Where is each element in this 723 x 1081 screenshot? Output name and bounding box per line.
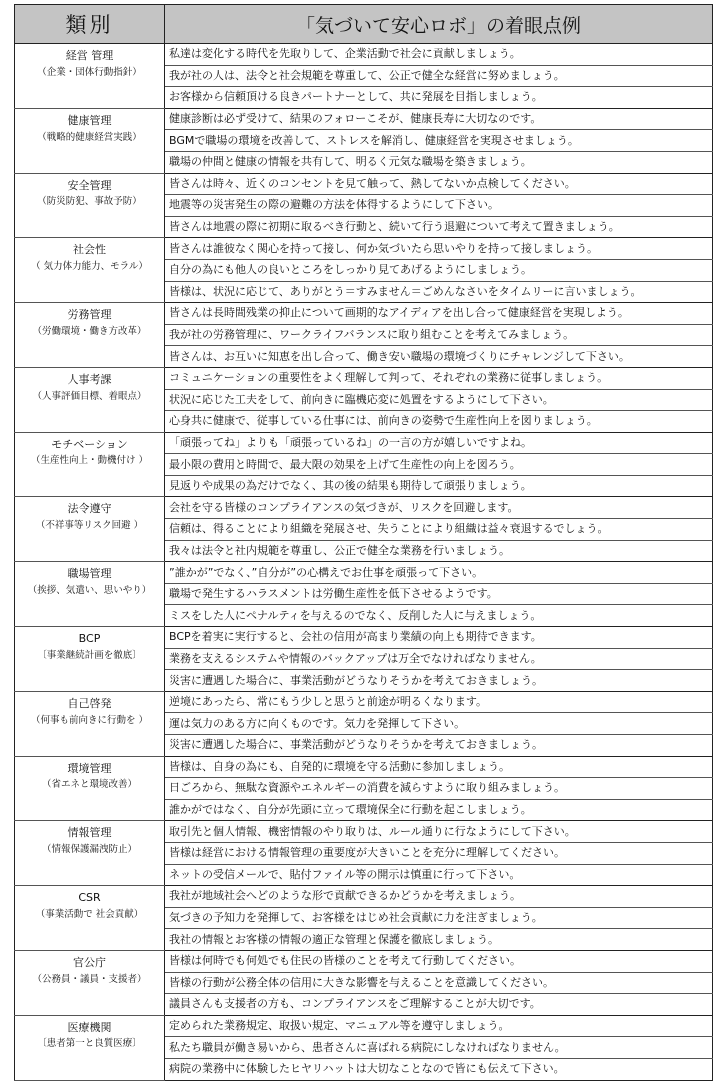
table-row — [15, 44, 713, 66]
category-subtitle: 〔患者第一と良質医療〕 — [37, 1038, 142, 1050]
guideline-text: お客様から信頼頂ける良きパートナーとして、共に発展を目指しましょう。 — [165, 87, 713, 109]
guideline-text: 状況に応じた工夫をして、前向きに臨機応変に処置をするようにして下さい。 — [165, 389, 713, 411]
guideline-text: 皆様は、自身の為にも、自発的に環境を守る活動に参加しましょう。 — [165, 756, 713, 778]
guideline-text: 病院の業務中に体験したヒヤリハットは大切なことなので皆にも伝えて下さい。 — [165, 1058, 713, 1080]
guideline-text: 職場の仲間と健康の情報を共有して、明るく元気な職場を築きましょう。 — [165, 151, 713, 173]
guideline-text: 最小限の費用と時間で、最大限の効果を上げて生産性の向上を図ろう。 — [165, 454, 713, 476]
header-row — [15, 5, 713, 44]
category-cell — [15, 691, 165, 756]
category-name: 安全管理 — [67, 178, 112, 192]
category-subtitle: （生産性向上・動機付け ） — [30, 455, 149, 467]
table-row — [15, 756, 713, 778]
guideline-text: 取引先と個人情報、機密情報のやり取りは、ルール通りに行なようにして下さい。 — [165, 821, 713, 843]
category-cell — [15, 497, 165, 562]
guideline-text: BGMで職場の環境を改善して、ストレスを解消し、健康経営を実現させましょう。 — [165, 130, 713, 152]
category-name: CSR — [78, 891, 101, 905]
category-subtitle: （戦略的健康経営実践） — [37, 131, 142, 143]
table-row — [15, 886, 713, 908]
table-row — [15, 821, 713, 843]
category-cell — [15, 756, 165, 821]
category-name: 健康管理 — [67, 113, 112, 127]
guideline-text: 我社が地域社会へどのような形で貢献できるかどうかを考えましょう。 — [165, 886, 713, 908]
guideline-text: 皆さんは誰彼なく関心を持って接し、何か気づいたら思いやりを持って接しましょう。 — [165, 238, 713, 260]
category-name: 法令遵守 — [67, 502, 112, 516]
guideline-text: 災害に遭遇した場合に、事業活動がどうなりそうかを考えておきましょう。 — [165, 670, 713, 692]
category-name: 官公庁 — [73, 955, 106, 969]
category-name: 労務管理 — [67, 308, 112, 322]
category-cell — [15, 950, 165, 1015]
category-cell — [15, 562, 165, 627]
guideline-text: 我が社の労務管理に、ワークライフバランスに取り組むことを考えてみましょう。 — [165, 324, 713, 346]
guideline-text: 信頼は、得ることにより組織を発展させ、失うことにより組織は益々衰退するでしょう。 — [165, 519, 713, 541]
category-name: 経営 管理 — [65, 49, 114, 62]
guideline-text: BCPを着実に実行すると、会社の信用が高まり業績の向上も期待できます。 — [165, 627, 713, 649]
category-name: 自己啓発 — [67, 696, 112, 710]
guideline-text: 皆さんは地震の際に初期に取るべき行動と、続いて行う退避について考えて置きましょう。 — [165, 216, 713, 238]
guideline-text: 我が社の人は、法令と社会規範を尊重して、公正で健全な経営に努めましょう。 — [165, 65, 713, 87]
table-row — [15, 627, 713, 649]
guideline-text: 誰かがではなく、自分が先頭に立って環境保全に行動を起こしましょう。 — [165, 799, 713, 821]
category-cell — [15, 432, 165, 497]
guideline-text: 気づきの予知力を発揮して、お客様をはじめ社会貢献に力を注ぎましょう。 — [165, 907, 713, 929]
category-subtitle: （労働環境・働き方改革） — [32, 325, 147, 337]
category-cell — [15, 303, 165, 368]
table-row — [15, 691, 713, 713]
category-cell — [15, 1015, 165, 1080]
guideline-text: 皆様は経営における情報管理の重要度が大きいことを充分に理解してください。 — [165, 842, 713, 864]
table-row — [15, 562, 713, 584]
table-row — [15, 173, 713, 195]
guideline-text: 逆境にあったら、常にもう少しと思うと前途が明るくなります。 — [165, 691, 713, 713]
category-cell — [15, 44, 165, 109]
category-cell — [15, 886, 165, 951]
category-name: 人事考課 — [67, 372, 112, 386]
guideline-text: 議員さんも支援者の方も、コンプライアンスをご理解することが大切です。 — [165, 994, 713, 1016]
category-cell — [15, 173, 165, 238]
guideline-text: 会社を守る皆様のコンプライアンスの気づきが、リスクを回避します。 — [165, 497, 713, 519]
category-subtitle: （不祥事等リスク回避 ） — [35, 520, 144, 532]
table-row — [15, 497, 713, 519]
category-subtitle: （企業・団体行動指針） — [37, 66, 142, 78]
title-header: 「気づいて安心ロボ」の着眼点例 — [165, 5, 713, 44]
guideline-text: 「頑張ってね」よりも「頑張っているね」の一言の方が嬉しいですよね。 — [165, 432, 713, 454]
guideline-text: 皆さんは時々、近くのコンセントを見て触って、熱してないか点検してください。 — [165, 173, 713, 195]
table-row — [15, 238, 713, 260]
guideline-text: 皆様は、状況に応じて、ありがとう＝すみません＝ごめんなさいをタイムリーに言いましょう。 — [165, 281, 713, 303]
category-subtitle: （ 気力体力能力、モラル） — [31, 261, 148, 273]
guideline-text: 我社の情報とお客様の情報の適正な管理と保護を徹底しましょう。 — [165, 929, 713, 951]
guideline-text: 業務を支えるシステムや情報のバックアップは万全でなければなりません。 — [165, 648, 713, 670]
guideline-table — [14, 4, 713, 1081]
category-subtitle: （挨拶、気遣い、思いやり） — [27, 585, 152, 596]
category-subtitle: 〔事業継続計画を徹底〕 — [37, 649, 142, 661]
category-name: 社会性 — [73, 243, 106, 257]
category-subtitle: （人事評価目標、着眼点） — [32, 390, 147, 402]
guideline-text: 心身共に健康で、従事している仕事には、前向きの姿勢で生産性向上を図りましょう。 — [165, 411, 713, 433]
category-name: 職場管理 — [67, 567, 112, 581]
category-name: BCP — [78, 632, 101, 646]
guideline-text: 災害に遭遇した場合に、事業活動がどうなりそうかを考えておきましょう。 — [165, 735, 713, 757]
guideline-text: 私達は変化する時代を先取りして、企業活動で社会に貢献しましょう。 — [165, 44, 713, 66]
guideline-text: 我々は法令と社内規範を尊重し、公正で健全な業務を行いましょう。 — [165, 540, 713, 562]
guideline-text: 運は気力のある方に向くものです。気力を発揮して下さい。 — [165, 713, 713, 735]
table-row — [15, 950, 713, 972]
table-body — [15, 44, 713, 1081]
table-row — [15, 108, 713, 130]
guideline-text: 私たち職員が働き易いから、患者さんに喜ばれる病院にしなければなりません。 — [165, 1037, 713, 1059]
guideline-text: 日ごろから、無駄な資源やエネルギーの消費を減らすように取り組みましょう。 — [165, 778, 713, 800]
category-name: 環境管理 — [67, 761, 112, 775]
category-name: モチベーション — [51, 437, 128, 451]
guideline-text: 地震等の災害発生の際の避難の方法を体得するようにして下さい。 — [165, 195, 713, 217]
guideline-text: 見返りや成果の為だけでなく、其の後の結果も期待して頑張りましょう。 — [165, 475, 713, 497]
category-name: 医療機関 — [67, 1020, 112, 1034]
category-cell — [15, 108, 165, 173]
category-subtitle: （事業活動で 社会貢献） — [35, 908, 144, 920]
guideline-text: 皆様は何時でも何処でも住民の皆様のことを考えて行動してください。 — [165, 950, 713, 972]
guideline-text: 定められた業務規定、取扱い規定、マニュアル等を遵守しましょう。 — [165, 1015, 713, 1037]
guideline-text: 皆様の行動が公務全体の信用に大きな影響を与えることを意識してください。 — [165, 972, 713, 994]
category-subtitle: （省エネと環境改善） — [41, 779, 137, 791]
guideline-text: ミスをした人にペナルティを与えるのでなく、反削した人に与えましょう。 — [165, 605, 713, 627]
category-cell — [15, 821, 165, 886]
category-subtitle: （何事も前向きに行動を ） — [30, 714, 149, 726]
guideline-text: 健康診断は必ず受けて、結果のフォローこそが、健康長寿に大切なのです。 — [165, 108, 713, 130]
table-row — [15, 432, 713, 454]
guideline-text: 職場で発生するハラスメントは労働生産性を低下させるようです。 — [165, 583, 713, 605]
table-row — [15, 303, 713, 325]
guideline-text: ”誰かが”でなく、”自分が”の心構えでお仕事を頑張って下さい。 — [165, 562, 713, 584]
category-cell — [15, 627, 165, 692]
table-row — [15, 1015, 713, 1037]
category-subtitle: （情報保護漏洩防止） — [41, 844, 137, 856]
category-cell — [15, 238, 165, 303]
guideline-text: 皆さんは長時間残業の抑止について画期的なアイディアを出し合って健康経営を実現しよう。 — [165, 303, 713, 325]
table-row — [15, 367, 713, 389]
guideline-text: ネットの受信メールで、貼付ファイル等の開示は慎重に行って下さい。 — [165, 864, 713, 886]
category-cell — [15, 367, 165, 432]
category-header: 類別 — [15, 5, 165, 44]
guideline-text: 自分の為にも他人の良いところをしっかり見てあげるようにしましょう。 — [165, 259, 713, 281]
category-subtitle: （公務員・議員・支援者） — [32, 973, 147, 985]
category-subtitle: （防災防犯、事故予防） — [37, 196, 142, 208]
category-name: 情報管理 — [67, 826, 112, 840]
guideline-text: 皆さんは、お互いに知恵を出し合って、働き安い職場の環境づくりにチャレンジして下さい。 — [165, 346, 713, 368]
guideline-text: コミュニケーションの重要性をよく理解して判って、それぞれの業務に従事しましょう。 — [165, 367, 713, 389]
